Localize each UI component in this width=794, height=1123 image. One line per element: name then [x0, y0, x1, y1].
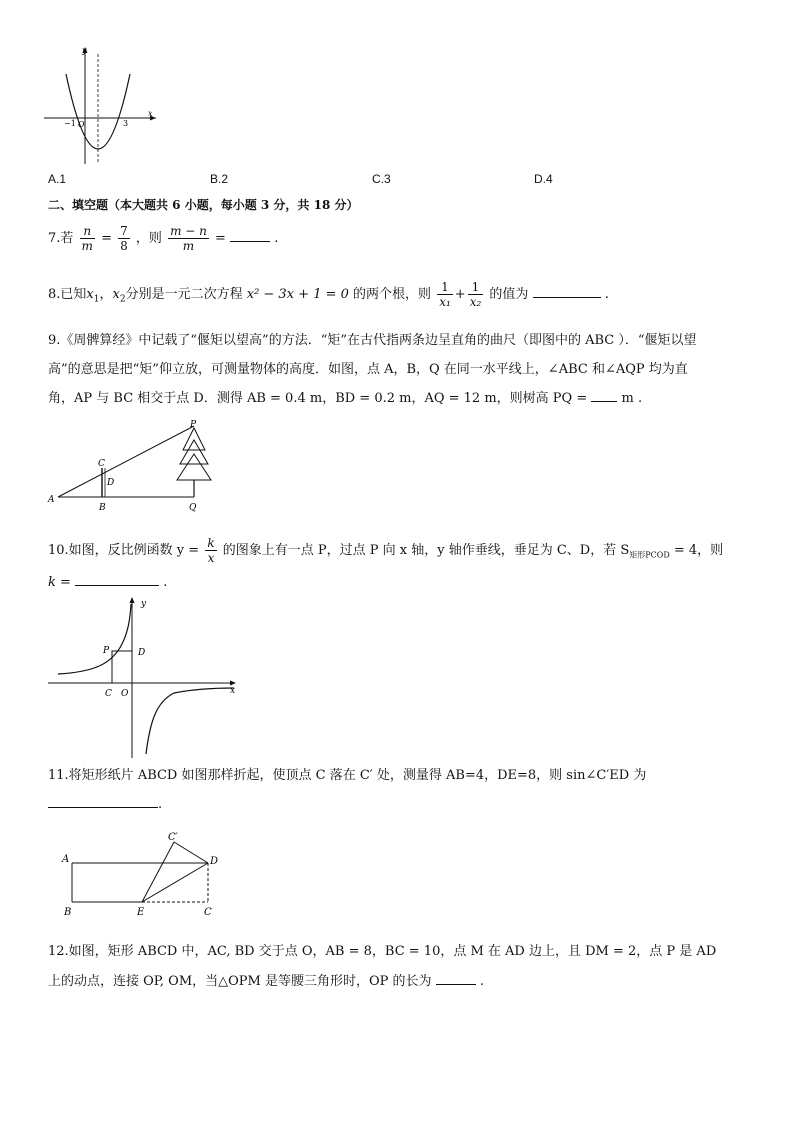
sight-measure-figure — [44, 416, 220, 516]
option-a: A.1 — [48, 172, 67, 186]
question-9-line-3: 角，AP 与 BC 相交于点 D．测得 AB = 0.4 m，BD = 0.2 m，AQ = 12 m，则树高 PQ = m . — [48, 391, 643, 406]
option-c: C.3 — [372, 172, 391, 186]
label-Q: Q — [189, 503, 197, 513]
segment-C1D — [174, 842, 208, 863]
section-heading: 二、填空题（本大题共 6 小题，每小题 3 分，共 18 分） — [48, 198, 359, 212]
label-O: O — [121, 689, 129, 699]
question-12-line-1: 12.如图，矩形 ABCD 中，AC, BD 交于点 O，AB = 8，BC = 10，点 M 在 AD 边上，且 DM = 2，点 P 是 AD — [48, 944, 717, 959]
folded-rectangle-figure — [56, 828, 226, 922]
label-D: D — [138, 648, 146, 658]
rectangle-PCOD — [112, 651, 132, 683]
label-x: x — [230, 686, 236, 696]
minus-one-label: −1 — [64, 119, 76, 128]
x-label: x — [148, 109, 153, 118]
label-y: y — [141, 599, 147, 609]
three-label: 3 — [123, 119, 129, 128]
question-9-line-2: 高”的意思是把“矩”仰立放，可测量物体的高度．如图，点 A，B，Q 在同一水平线上，∠ABC 和∠AQP 均为直 — [48, 362, 688, 377]
x-axis-arrow — [230, 681, 236, 686]
label-P: P — [190, 420, 197, 430]
tree-middle — [180, 440, 208, 464]
label-B: B — [64, 907, 72, 918]
y-label: y — [82, 46, 87, 55]
question-12-line-2: 上的动点，连接 OP, OM，当△OPM 是等腰三角形时，OP 的长为 . — [48, 974, 484, 989]
question-8: 8.已知$x_1$，$x_2$分别是一元二次方程 x² − 3x + 1 = 0 的两个根，则 $\frac{1}{\text{x₁}}$ + $\frac{1}{\text{x₂}}$ 的值为 . — [48, 280, 609, 309]
label-C: C — [98, 459, 105, 469]
option-b: B.2 — [210, 172, 229, 186]
tree-top — [183, 428, 205, 450]
answer-blank-9 — [591, 401, 617, 402]
question-7: 7.若 $\frac{n}{m}$ = $\frac{7}{8}$ ，则 $\frac{m - n}{m}$ = . — [48, 224, 279, 253]
question-11-line-2: . — [48, 797, 162, 813]
answer-blank-8 — [533, 297, 601, 298]
origin-label: O — [78, 120, 85, 129]
label-B: B — [99, 503, 106, 513]
tree-bottom — [177, 454, 211, 480]
label-A: A — [62, 854, 70, 865]
label-D: D — [210, 856, 219, 867]
hyperbola-graph — [44, 592, 244, 760]
question-9-line-1: 9.《周髀算经》中记载了“偃矩以望高”的方法．“矩”在古代指两条边呈直角的曲尺（即图中的 ABC ）．“偃矩以望 — [48, 333, 697, 348]
question-11-line-1: 11.将矩形纸片 ABCD 如图那样折起，使顶点 C 落在 C′ 处，测量得 AB=4，DE=8，则 sin∠C′ED 为 — [48, 768, 647, 783]
label-A: A — [48, 495, 55, 505]
label-C: C — [105, 689, 112, 699]
option-d: D.4 — [534, 172, 553, 186]
question-10-line-1: 10.如图，反比例函数 y = $\frac{k}{x}$ 的图象上有一点 P，过点 P 向 x 轴，y 轴作垂线，垂足为 C、D，若 $S_{矩形PCOD} = 4$，则 — [48, 536, 724, 565]
parabola-graph — [44, 44, 164, 166]
label-C: C — [204, 907, 212, 918]
sight-line — [58, 426, 194, 497]
branch-lower-right — [146, 688, 234, 754]
label-E: E — [137, 907, 145, 918]
branch-upper-left — [58, 604, 131, 674]
y-axis-arrow — [130, 597, 135, 603]
answer-blank-11 — [48, 807, 158, 808]
answer-blank-7 — [230, 241, 270, 242]
label-C-prime: C′ — [168, 832, 178, 843]
question-10-line-2: k = . — [48, 575, 168, 590]
answer-blank-12 — [436, 984, 476, 985]
answer-blank-10 — [75, 585, 159, 586]
label-D: D — [107, 478, 115, 488]
label-P: P — [103, 646, 110, 656]
